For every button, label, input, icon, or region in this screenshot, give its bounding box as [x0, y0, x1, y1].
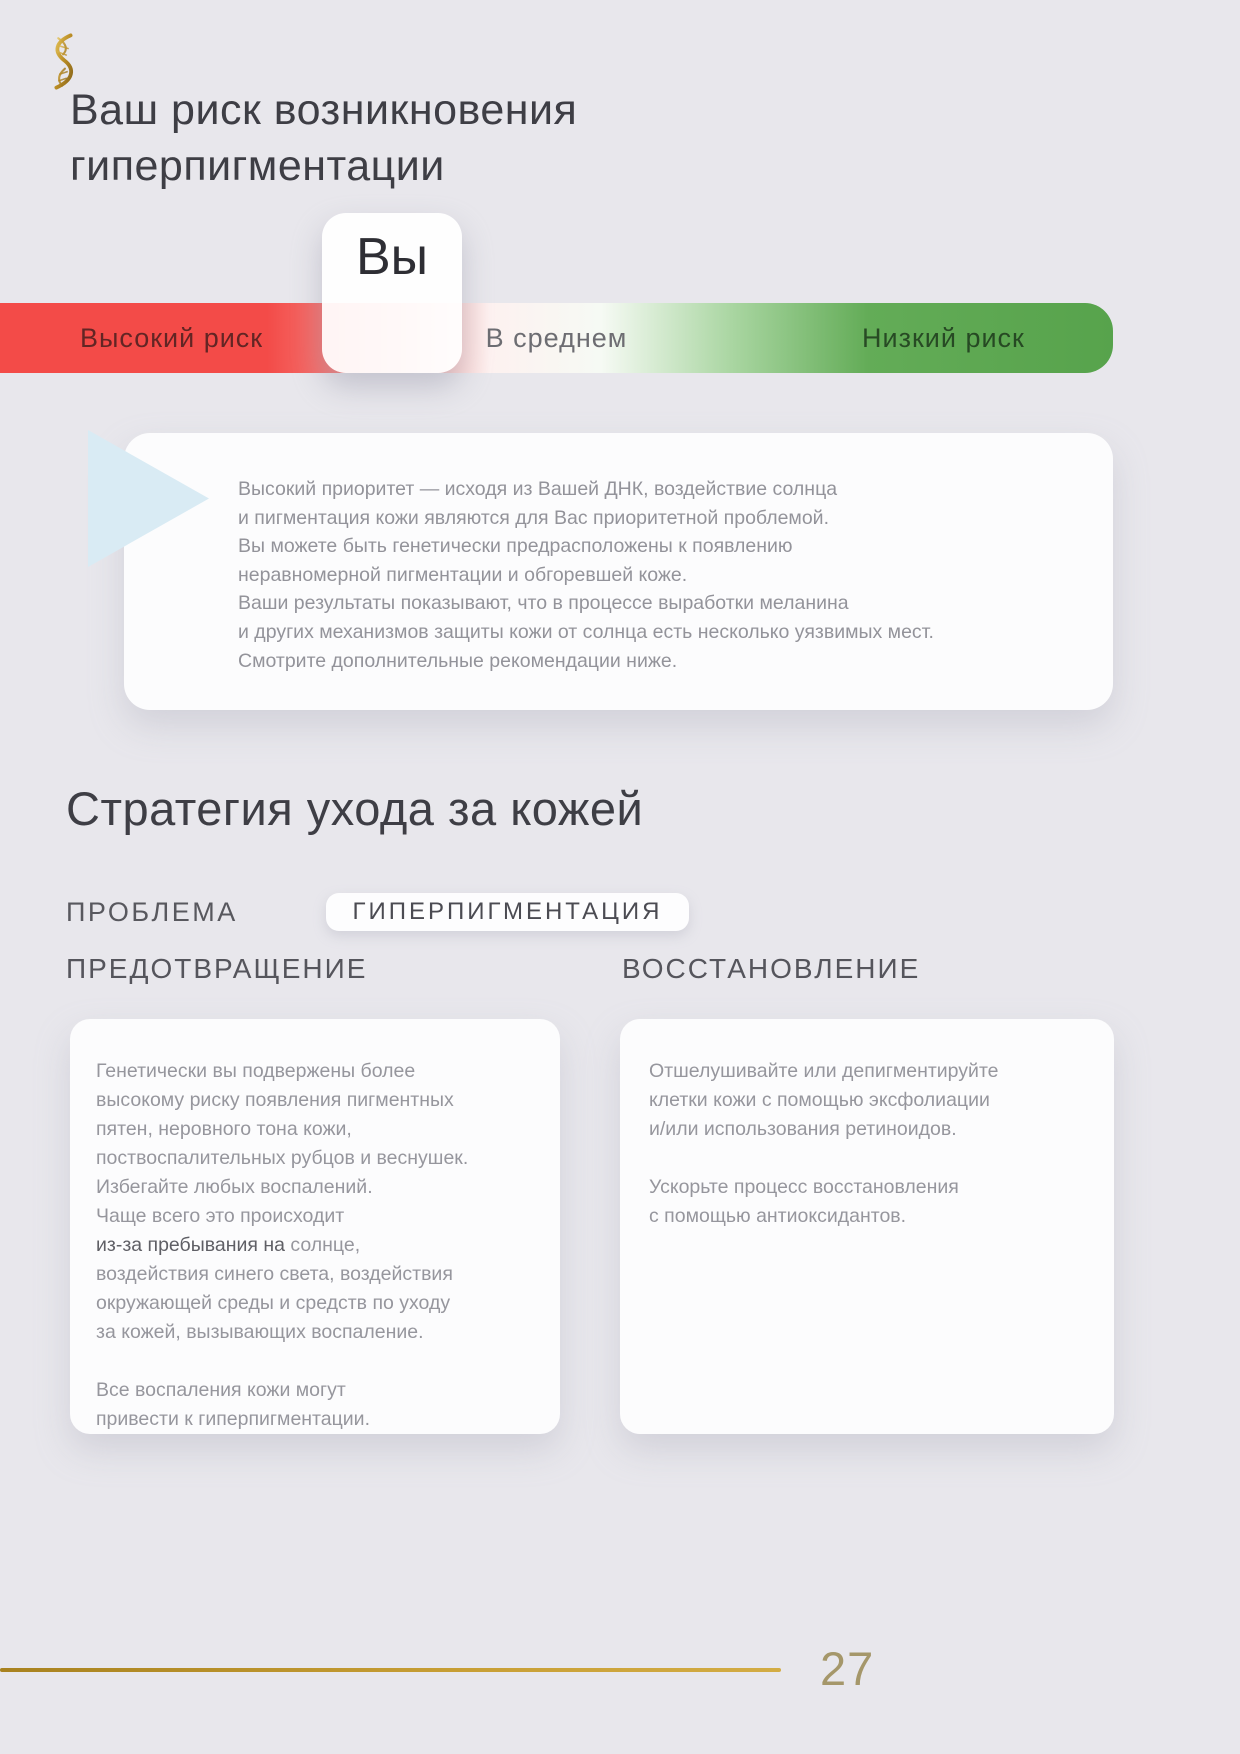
risk-summary-text: Высокий приоритет — исходя из Вашей ДНК, воздействие солнца и пигментация кожи являются для Вас приоритетной проблемой. Вы можете быть генетически предрасположены к появлению неравномерной пигментации и обгоревшей коже. Ваши результаты показывают, что в процессе выработки меланина и других механизмов защиты кожи от солнца есть несколько уязвимых мест. Смотрите дополнительные рекомендации ниже.	[238, 478, 934, 672]
restoration-card	[620, 1019, 1114, 1434]
risk-label-low: Низкий риск	[862, 322, 1025, 353]
page-title: Ваш риск возникновения гиперпигментации	[70, 86, 578, 190]
prevention-column-header: ПРЕДОТВРАЩЕНИЕ	[66, 953, 368, 984]
problem-label: ПРОБЛЕМА	[66, 896, 238, 927]
restoration-column-header: ВОССТАНОВЛЕНИЕ	[622, 953, 921, 984]
prevention-card-text: Генетически вы подвержены более высокому риску появления пигментных пятен, неровного тона кожи, поствоспалительных рубцов и веснушек. Избегайте любых воспалений. Чаще всего это происходит из-за пребывания на солнце, воздействия синего света, воздействия окружающей среды и средств по уходу за кожей, вызывающих воспаление. Все воспаления кожи могут привести к гиперпигментации.	[96, 1060, 469, 1430]
risk-gradient-bar	[0, 303, 1113, 373]
risk-summary-card	[124, 433, 1113, 710]
risk-label-high: Высокий риск	[80, 322, 264, 353]
problem-value: ГИПЕРПИГМЕНТАЦИЯ	[352, 898, 663, 925]
problem-value-badge	[326, 893, 689, 931]
prevention-card	[70, 1019, 560, 1434]
strategy-section-title: Стратегия ухода за кожей	[66, 782, 644, 835]
page-number: 27	[820, 1642, 875, 1695]
risk-marker-you	[322, 213, 462, 373]
risk-marker-label: Вы	[355, 228, 429, 286]
restoration-card-text: Отшелушивайте или депигментируйте клетки кожи с помощью эксфолиации и/или использования ретиноидов. Ускорьте процесс восстановления с помощью антиоксидантов.	[649, 1060, 999, 1227]
footer-gold-rule	[0, 1668, 781, 1672]
risk-label-average: В среднем	[485, 322, 628, 353]
